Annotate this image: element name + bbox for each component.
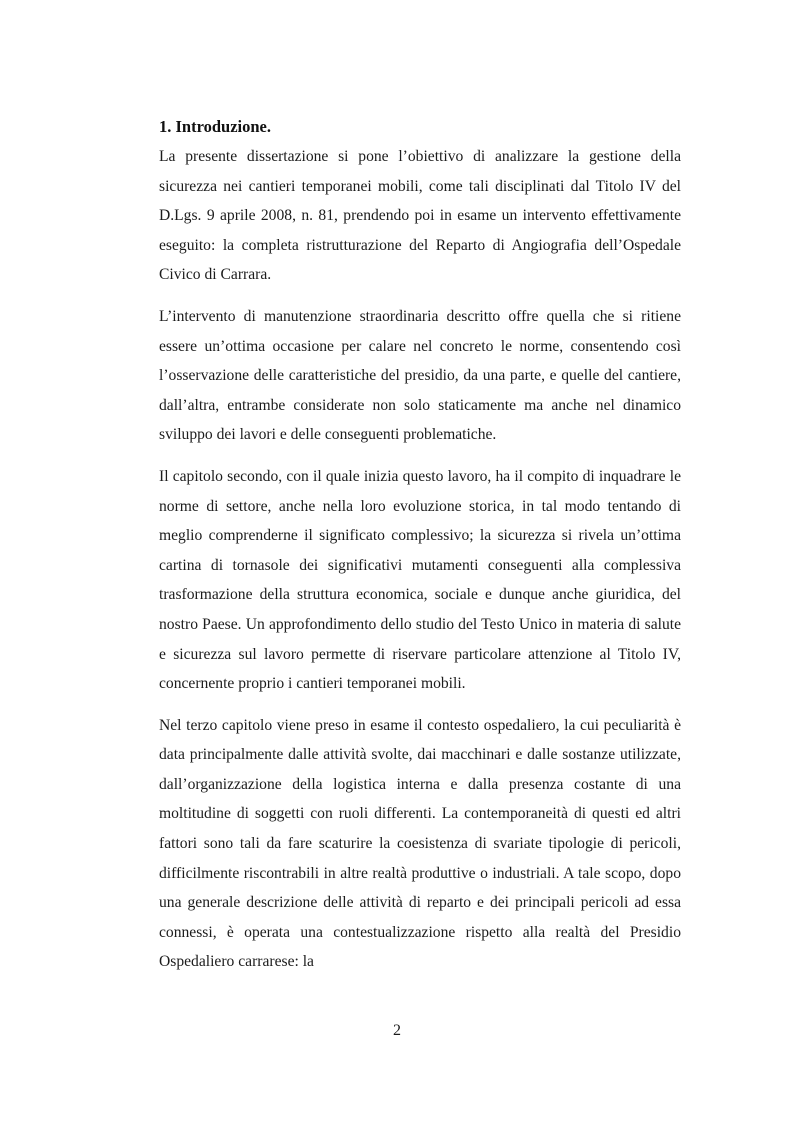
paragraph-3: Il capitolo secondo, con il quale inizia questo lavoro, ha il compito di inquadrare le norme di settore, anche nella loro evoluzione storica, in tal modo tentando di meglio comprenderne il significato complessivo; la sicurezza si rivela un’ottima cartina di tornasole dei significativi mutamenti conseguenti alla complessiva trasformazione della struttura economica, sociale e dunque anche giuridica, del nostro Paese. Un approfondimento dello studio del Testo Unico in materia di salute e sicurezza sul lavoro permette di riservare particolare attenzione al Titolo IV, concernente proprio i cantieri temporanei mobili. [159, 467, 681, 693]
paragraph-4: Nel terzo capitolo viene preso in esame il contesto ospedaliero, la cui peculiarità è data principalmente dalle attività svolte, dai macchinari e dalle sostanze utilizzate, dall’organizzazione della logistica interna e dalla presenza costante di una moltitudine di soggetti con ruoli differenti. La contemporaneità di questi ed altri fattori sono tali da fare scaturire la coesistenza di svariate tipologie di pericoli, difficilmente riscontrabili in altre realtà produttive o industriali. A tale scopo, dopo una generale descrizione delle attività di reparto e dei principali pericoli ad essa connessi, è operata una contestualizzazione rispetto alla realtà del Presidio Ospedaliero carrarese: la [159, 716, 681, 971]
paragraph-1: La presente dissertazione si pone l’obiettivo di analizzare la gestione della sicurezza nei cantieri temporanei mobili, come tali disciplinati dal Titolo IV del D.Lgs. 9 aprile 2008, n. 81, prendendo poi in esame un intervento effettivamente eseguito: la completa ristrutturazione del Reparto di Angiografia dell’Ospedale Civico di Carrara. [159, 148, 681, 284]
section-heading: 1. Introduzione. [159, 117, 272, 136]
page-body [159, 112, 681, 989]
paragraph-2: L’intervento di manutenzione straordinaria descritto offre quella che si ritiene essere un’ottima occasione per calare nel concreto le norme, consentendo così l’osservazione delle caratteristiche del presidio, da una parte, e quelle del cantiere, dall’altra, entrambe considerate non solo staticamente ma anche nel dinamico sviluppo dei lavori e delle conseguenti problematiche. [159, 307, 681, 444]
page-number: 2 [393, 1022, 401, 1039]
